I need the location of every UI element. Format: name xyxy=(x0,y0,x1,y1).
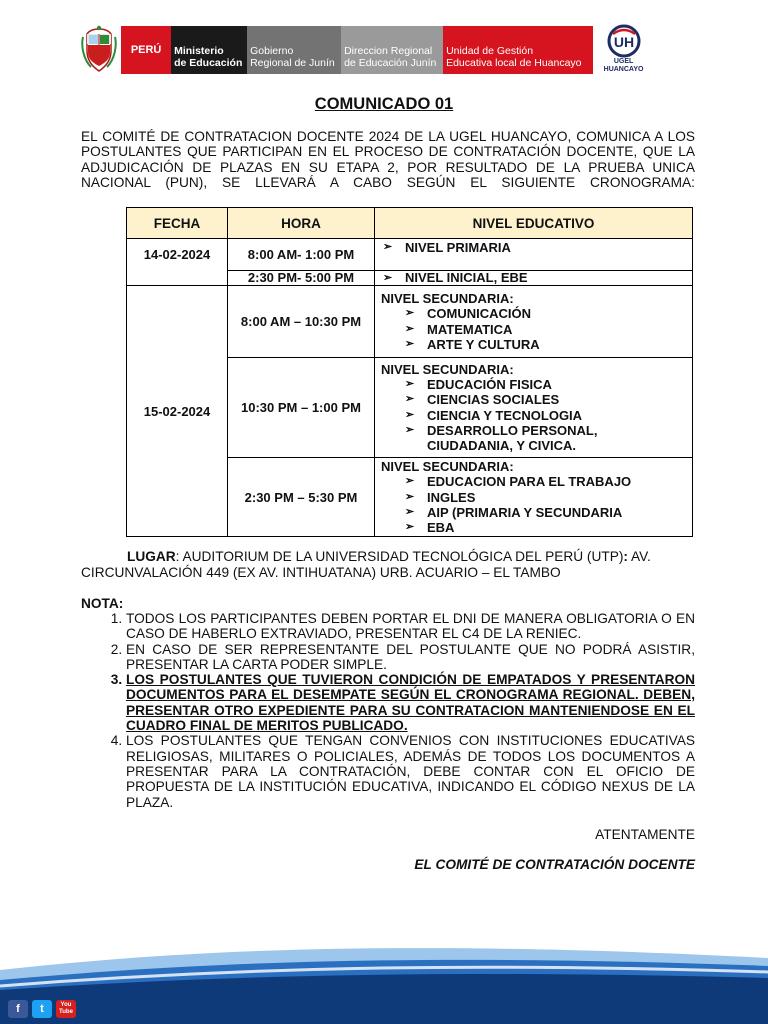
level-cell xyxy=(375,358,693,458)
notes-heading: NOTA: xyxy=(81,596,124,611)
list-item: ➢ EDUCACIÓN FISICA xyxy=(381,377,686,392)
column-header-nivel: NIVEL EDUCATIVO xyxy=(375,208,693,239)
list-item: ➢ EDUCACION PARA EL TRABAJO xyxy=(381,474,686,489)
peru-coat-of-arms-icon xyxy=(78,24,119,76)
list-item: ➢ DESARROLLO PERSONAL, CIUDADANIA, Y CIVICA. xyxy=(381,423,686,454)
table-row xyxy=(127,286,693,358)
list-item: 3. LOS POSTULANTES QUE TUVIERON CONDICIÓN DE EMPATADOS Y PRESENTARON DOCUMENTOS PARA EL DESEMPATE SEGÚN EL CRONOGRAMA REGIONAL. DEBEN, PRESENTAR OTRO EXPEDIENTE PARA SU CONTRATACION MANTENIENDOSE EN EL CUADRO FINAL DE MERITOS PUBLICADO. xyxy=(126,672,695,733)
page-title: COMUNICADO 01 xyxy=(314,95,454,113)
list-item: ➢ MATEMATICA xyxy=(381,322,686,337)
signature-text: EL COMITÉ DE CONTRATACIÓN DOCENTE xyxy=(414,857,695,872)
level-cell xyxy=(375,458,693,537)
svg-text:UH: UH xyxy=(613,34,634,50)
level-cell xyxy=(375,239,693,271)
list-item: ➢ CIENCIA Y TECNOLOGIA xyxy=(381,408,686,423)
youtube-icon[interactable]: You Tube xyxy=(56,1000,76,1018)
column-header-fecha: FECHA xyxy=(127,208,228,239)
ugel-label: Unidad de Gestión Educativa local de Huancayo xyxy=(443,26,593,74)
list-item: ➢ AIP (PRIMARIA Y SECUNDARIA xyxy=(381,505,686,520)
notes-list xyxy=(81,611,695,810)
ugel-logo-icon xyxy=(599,24,648,76)
level-heading: NIVEL SECUNDARIA: xyxy=(381,459,514,474)
level-cell xyxy=(375,271,693,286)
column-header-hora: HORA xyxy=(228,208,375,239)
schedule-table xyxy=(126,207,693,537)
list-item: ➢ EBA xyxy=(381,520,686,535)
level-heading: NIVEL SECUNDARIA: xyxy=(381,290,514,306)
closing-text: ATENTAMENTE xyxy=(595,827,695,842)
social-links xyxy=(8,1000,76,1018)
location-text: : AUDITORIUM DE LA UNIVERSIDAD TECNOLÓGICA DEL PERÚ (UTP) xyxy=(175,549,624,564)
minedu-label: Ministerio de Educación xyxy=(171,26,247,74)
hour-cell: 8:00 AM- 1:00 PM xyxy=(228,239,375,271)
list-item: 4. LOS POSTULANTES QUE TENGAN CONVENIOS CON INSTITUCIONES EDUCATIVAS RELIGIOSAS, MILITARES O POLICIALES, ADEMÁS DE TODOS LOS DOCUMENTOS A PRESENTAR PARA LA CONTRATACIÓN, DEBE CONTAR CON EL OFICIO DE PROPUESTA DE LA INSTITUCIÓN EDUCATIVA, INDICANDO EL CÓDIGO NEXUS DE LA PLAZA. xyxy=(126,733,695,809)
hour-cell: 10:30 PM – 1:00 PM xyxy=(228,358,375,458)
list-item: ➢ CIENCIAS SOCIALES xyxy=(381,392,686,407)
level-heading: NIVEL SECUNDARIA: xyxy=(381,361,514,377)
gobierno-regional-label: Gobierno Regional de Junín xyxy=(247,26,341,74)
location-colon: : xyxy=(623,549,628,564)
direccion-regional-label: Direccion Regional de Educación Junín xyxy=(341,26,443,74)
ugel-logo-text: UGEL xyxy=(613,58,634,65)
date-cell: 14-02-2024 xyxy=(127,239,228,286)
institutional-header xyxy=(78,24,648,76)
footer-wave xyxy=(0,930,768,1024)
level-cell xyxy=(375,286,693,358)
list-item: ➢ COMUNICACIÓN xyxy=(381,306,686,321)
date-cell: 15-02-2024 xyxy=(127,286,228,537)
facebook-icon[interactable]: f xyxy=(8,1000,28,1018)
list-item: ➢ NIVEL PRIMARIA xyxy=(381,240,686,255)
table-row xyxy=(127,239,693,271)
location-address: AV. CIRCUNVALACIÓN 449 (EX AV. INTIHUATANA) URB. ACUARIO – EL TAMBO xyxy=(81,549,651,580)
hour-cell: 2:30 PM- 5:00 PM xyxy=(228,271,375,286)
list-item: ➢ ARTE Y CULTURA xyxy=(381,337,686,352)
ugel-logo-city: HUANCAYO xyxy=(603,66,644,73)
twitter-icon[interactable]: t xyxy=(32,1000,52,1018)
peru-label: PERÚ xyxy=(121,26,171,74)
hour-cell: 2:30 PM – 5:30 PM xyxy=(228,458,375,537)
list-item: ➢ INGLES xyxy=(381,490,686,505)
intro-paragraph: EL COMITÉ DE CONTRATACION DOCENTE 2024 DE LA UGEL HUANCAYO, COMUNICA A LOS POSTULANTES QUE PARTICIPAN EN EL PROCESO DE CONTRATACIÓN DOCENTE, QUE LA ADJUDICACIÓN DE PLAZAS EN SU ETAPA 2, POR RESULTADO DE LA PRUEBA UNICA NACIONAL (PUN), SE LLEVARÁ A CABO SEGÚN EL SIGUIENTE CRONOGRAMA: xyxy=(81,129,695,190)
list-item: ➢ NIVEL INICIAL, EBE xyxy=(381,271,686,285)
government-banner xyxy=(121,26,593,74)
hour-cell: 8:00 AM – 10:30 PM xyxy=(228,286,375,358)
list-item: 1. TODOS LOS PARTICIPANTES DEBEN PORTAR EL DNI DE MANERA OBLIGATORIA O EN CASO DE HABERLO EXTRAVIADO, PRESENTAR EL C4 DE LA RENIEC. xyxy=(126,611,695,642)
table-header-row xyxy=(127,208,693,239)
list-item: 2. EN CASO DE SER REPRESENTANTE DEL POSTULANTE QUE NO PODRÁ ASISTIR, PRESENTAR LA CARTA PODER SIMPLE. xyxy=(126,642,695,673)
location-label: LUGAR xyxy=(127,549,176,564)
location-paragraph xyxy=(81,549,695,580)
